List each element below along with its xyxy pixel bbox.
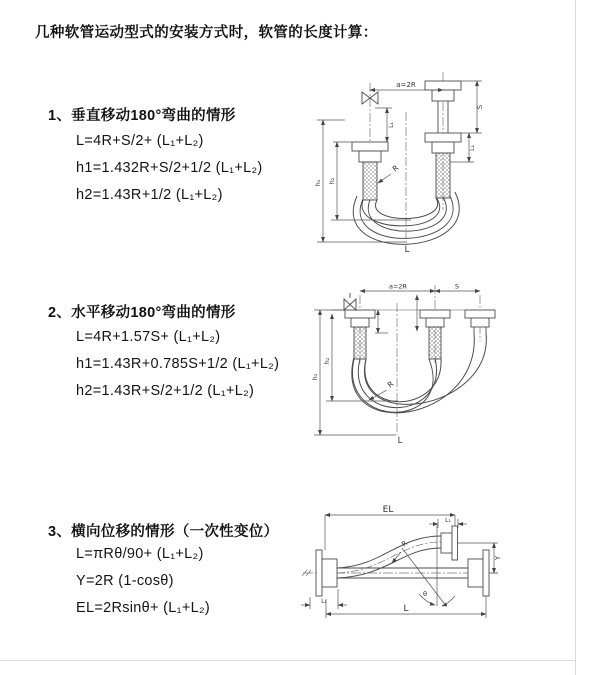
centerlines: [360, 282, 480, 435]
dim-y-label: Y: [494, 555, 502, 561]
section-1-heading: 1、垂直移动180°弯曲的情形: [48, 108, 236, 124]
left-flange: [316, 550, 337, 596]
left-fitting: [352, 142, 388, 200]
hose-displaced-position: [337, 536, 441, 578]
dim-h1-label: h₁: [311, 373, 319, 381]
section-2-formula-h1: h1=1.43R+0.785S+1/2 (L₁+L₂): [76, 356, 280, 372]
right-fitting: [425, 81, 461, 198]
dim-h2-label: h₂: [328, 177, 336, 185]
dim-h1-label: h₁: [314, 179, 322, 187]
dim-stroke-label: S: [454, 282, 460, 291]
angle-label: θ: [423, 590, 427, 598]
page-edge-right: [575, 0, 576, 675]
radius-label: R: [390, 163, 401, 174]
left-connector: [345, 310, 375, 359]
dim-stroke-label: S: [476, 104, 484, 110]
page-edge-bottom: [0, 660, 576, 661]
diagram-vertical-180-bend: [315, 70, 505, 255]
section-3-formula-l: L=πRθ/90+ (L₁+L₂): [76, 546, 204, 562]
dim-fitting-left-label: L₁: [321, 598, 327, 605]
dim-fitting-right-label: L₁: [469, 145, 476, 151]
length-label: L: [404, 245, 410, 255]
length-label: L: [403, 604, 409, 614]
dim-span-label: a=2R: [388, 282, 408, 291]
radius-label: R: [385, 379, 396, 390]
section-3-heading: 3、横向位移的情形（一次性变位）: [48, 524, 279, 540]
section-2-heading: 2、水平移动180°弯曲的情形: [48, 305, 236, 321]
right-flange: [468, 550, 489, 596]
section-1-formula-l: L=4R+S/2+ (L₁+L₂): [76, 133, 204, 149]
section-3-formula-el: EL=2Rsinθ+ (L₁+L₂): [76, 600, 211, 616]
section-1-formula-h2: h2=1.43R+1/2 (L₁+L₂): [76, 187, 223, 203]
length-label: L: [397, 436, 403, 446]
dim-fitting-left-label: L₁: [388, 122, 395, 128]
valve-icon: [344, 293, 356, 310]
dim-h2-label: h₂: [323, 357, 331, 365]
diagram-horizontal-180-bend: [310, 283, 495, 448]
page-title: 几种软管运动型式的安装方式时，软管的长度计算：: [35, 25, 378, 41]
dim-span-label: a=2R: [396, 81, 416, 89]
dim-el-label: EL: [382, 505, 394, 515]
radius-label: R: [400, 539, 410, 549]
middle-connector: [420, 310, 450, 359]
section-3-formula-y: Y=2R (1-cosθ): [76, 573, 174, 589]
top-flange: [441, 526, 458, 560]
section-2-formula-l: L=4R+1.57S+ (L₁+L₂): [76, 329, 221, 345]
diagram-2-labels: [311, 283, 459, 447]
diagram-lateral-displacement: [298, 502, 503, 627]
section-2-formula-h2: h2=1.43R+S/2+1/2 (L₁+L₂): [76, 383, 255, 399]
diagram-1-labels: [314, 81, 484, 255]
section-1-formula-h1: h1=1.432R+S/2+1/2 (L₁+L₂): [76, 160, 263, 176]
dim-fitting-top-label: L₁: [445, 517, 451, 524]
